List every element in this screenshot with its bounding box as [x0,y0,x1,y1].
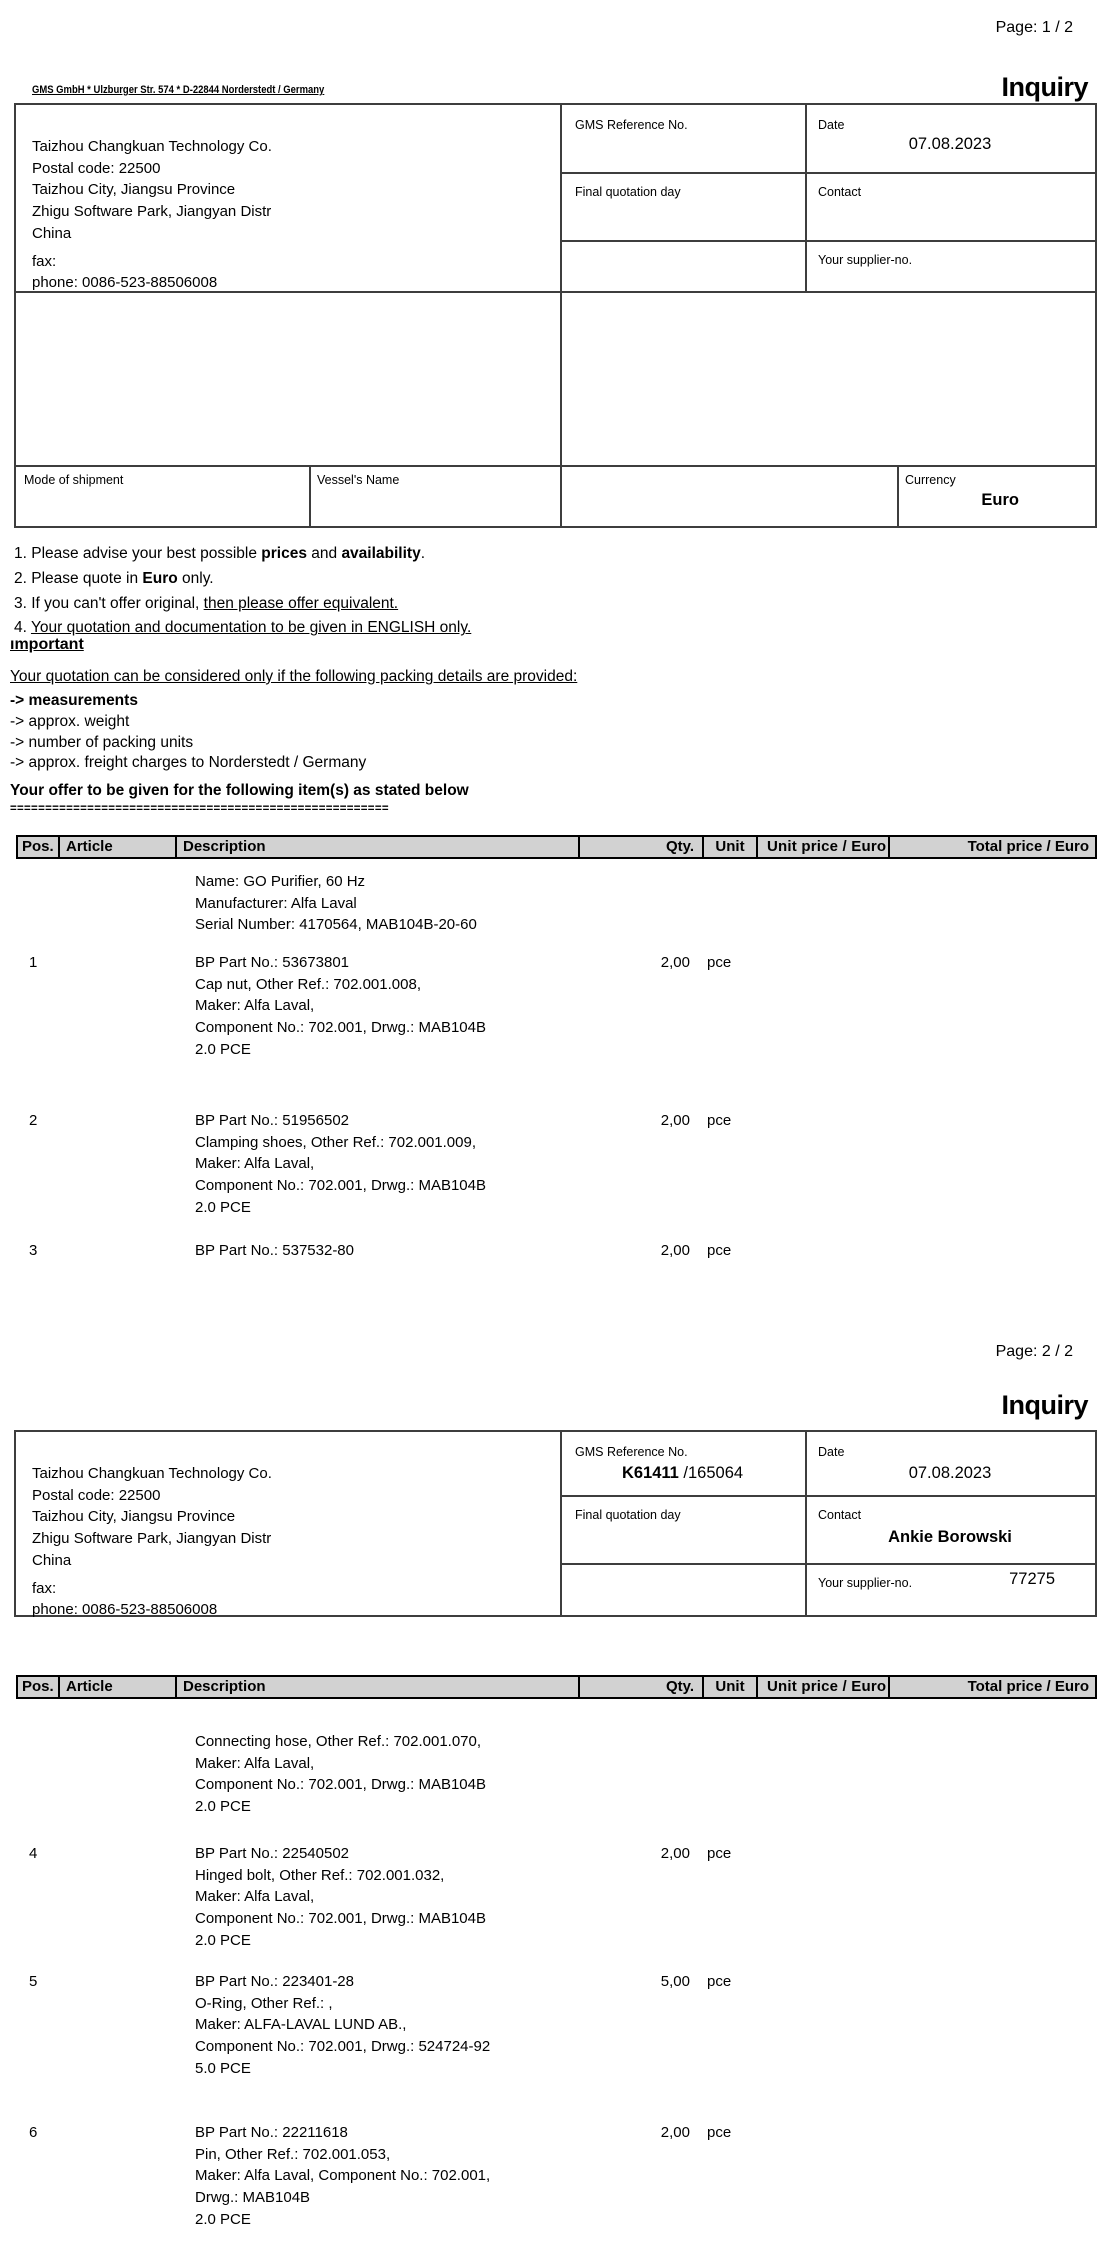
item-description-line: Clamping shoes, Other Ref.: 702.001.009, [195,1133,477,1151]
mode-of-shipment-label: Mode of shipment [24,473,124,487]
final-quotation-label: Final quotation day [575,185,681,199]
text-segment: and [306,545,342,562]
item-row [16,2122,1097,2231]
item-description-line: Maker: Alfa Laval, [195,1888,315,1906]
item-pos: 5 [29,1973,38,1990]
col-header-pos: Pos. [18,1677,60,1697]
item-description-line: 2.0 PCE [195,1798,251,1816]
sender-line: GMS GmbH * Ulzburger Str. 574 * D-22844 Norderstedt / Germany [32,84,325,96]
divider [897,467,899,526]
text-segment: Your quotation and documentation to be given in ENGLISH only. [30,619,472,637]
item-row [16,1240,1097,1262]
item-description-line: BP Part No.: 223401-28 [195,1973,354,1990]
item-description-line: Serial Number: 4170564, MAB104B-20-60 [195,916,477,934]
item-description [175,1110,578,1219]
separator-line: ====================================================== [10,803,389,815]
item-pos: 6 [29,2124,38,2141]
date-value: 07.08.2023 [908,135,992,153]
items-table-header-page2 [16,1675,1097,1699]
divider [560,1563,1095,1565]
divider [560,1495,1095,1497]
text-segment: then please offer equivalent. [203,594,399,612]
page-indicator-2: Page: 2 / 2 [995,1343,1073,1360]
item-unit: pce [707,1845,732,1862]
currency-label: Currency [905,473,956,487]
divider [560,172,1095,174]
note-line [14,592,471,617]
gms-reference-label: GMS Reference No. [575,1445,688,1459]
gms-reference-label: GMS Reference No. [575,118,688,132]
item-description-line: Component No.: 702.001, Drwg.: 524724-92 [195,2038,491,2056]
item-description-line: Maker: Alfa Laval, [195,997,315,1015]
address-line: Postal code: 22500 [32,1486,161,1504]
text-segment: 3. If you can't offer original, [14,594,204,612]
address-line: Taizhou City, Jiangsu Province [32,181,236,199]
contact-label: Contact [818,185,862,199]
address-line: Zhigu Software Park, Jiangyan Distr [32,1530,272,1548]
item-description-line: O-Ring, Other Ref.: , [195,1994,333,2012]
col-header-description: Description [177,837,580,857]
address-line: Zhigu Software Park, Jiangyan Distr [32,203,272,221]
col-header-description: Description [177,1677,580,1697]
col-header-total-price: Total price / Euro [967,1678,1089,1695]
recipient-address [32,1463,272,1621]
item-unit: pce [707,1112,732,1129]
date-value: 07.08.2023 [908,1464,992,1482]
text-segment: -> approx. freight charges to Norderstedt / Germany [10,754,367,772]
item-pos: 2 [29,1112,38,1129]
date-label: Date [818,118,845,132]
text-segment: 4. [14,619,31,637]
item-unit: pce [707,954,732,971]
supplier-no-label: Your supplier-no. [818,1576,913,1590]
header-box-page2 [14,1430,1097,1617]
note-line [14,542,471,567]
item-row [16,1843,1097,1952]
contact-value: Ankie Borowski [888,1528,1012,1546]
text-segment: availability [341,545,421,562]
offer-line: Your offer to be given for the following item(s) as stated below [10,782,469,799]
packing-item [10,753,366,774]
item-description [175,2122,578,2231]
item-description [175,871,578,936]
item-row [16,952,1097,1061]
divider [560,1432,562,1615]
col-header-qty: Qty. [580,837,704,857]
item-description-line: Connecting hose, Other Ref.: 702.001.070, [195,1733,482,1750]
phone-line: phone: 0086-523-88506008 [32,274,218,292]
item-description-line: Component No.: 702.001, Drwg.: MAB104B [195,1776,486,1794]
packing-item [10,691,366,712]
item-description-line: Name: GO Purifier, 60 Hz [195,873,366,890]
divider [560,467,562,526]
item-description-line: 2.0 PCE [195,2210,251,2228]
col-header-article: Article [60,1677,177,1697]
phone-line: phone: 0086-523-88506008 [32,1601,218,1619]
page-indicator-1: Page: 1 / 2 [995,19,1073,36]
final-quotation-label: Final quotation day [575,1508,681,1522]
col-header-qty: Qty. [580,1677,704,1697]
item-description [175,1843,578,1952]
address-line: Taizhou Changkuan Technology Co. [32,1465,272,1482]
item-unit: pce [707,1973,732,1990]
item-unit: pce [707,1242,732,1259]
item-description-line: Maker: Alfa Laval, [195,1754,315,1772]
divider [560,293,562,465]
header-box-page1 [14,103,1097,293]
document-title-page1: Inquiry [1001,72,1088,102]
text-segment: prices [261,545,307,562]
col-header-unit: Unit [704,1677,758,1697]
vessel-name-label: Vessel's Name [317,473,400,487]
gms-reference-suffix: /165064 [678,1464,744,1482]
col-header-pos: Pos. [18,837,60,857]
recipient-address [32,136,272,294]
item-description-line: BP Part No.: 51956502 [195,1112,349,1129]
note-line [14,567,471,592]
text-segment: -> number of packing units [10,733,194,751]
item-qty: 2,00 [660,1242,690,1259]
remarks-box [14,293,1097,467]
address-line: Taizhou Changkuan Technology Co. [32,138,272,155]
divider [560,105,562,291]
item-description-line: BP Part No.: 22211618 [195,2124,348,2141]
text-segment: -> measurements [10,692,138,709]
shipment-row [14,467,1097,528]
packing-intro: Your quotation can be considered only if the following packing details are provided: [10,668,578,685]
item-pos: 4 [29,1845,38,1862]
col-header-unit-price: Unit price / Euro [758,837,890,857]
items-table-header-page1 [16,835,1097,859]
item-description-line: BP Part No.: 537532-80 [195,1242,354,1259]
divider [805,105,807,291]
item-row [16,1971,1097,2080]
contact-label: Contact [818,1508,862,1522]
item-unit: pce [707,2124,732,2141]
item-description-line: Manufacturer: Alfa Laval [195,894,357,912]
item-description-line: Pin, Other Ref.: 702.001.053, [195,2145,391,2163]
currency-value: Euro [981,491,1019,509]
gms-reference-value [560,1464,805,1483]
text-segment: only. [177,569,214,587]
item-description-line: 2.0 PCE [195,1931,251,1949]
item-row [16,1110,1097,1219]
item-description [175,1240,578,1262]
item-description-line: Maker: Alfa Laval, Component No.: 702.001, [195,2167,491,2185]
divider [560,240,1095,242]
address-line: China [32,1551,72,1569]
address-line: Postal code: 22500 [32,159,161,177]
divider [309,467,311,526]
text-segment: -> approx. weight [10,712,130,730]
item-description-line: Cap nut, Other Ref.: 702.001.008, [195,975,421,993]
col-header-total-price: Total price / Euro [967,838,1089,855]
item-description-line: 2.0 PCE [195,1040,251,1058]
gms-reference-k-number: K61411 [621,1464,679,1482]
col-header-article: Article [60,837,177,857]
item-pos: 3 [29,1242,38,1259]
item-qty: 5,00 [660,1973,690,1990]
supplier-no-label: Your supplier-no. [818,253,913,267]
address-line: China [32,224,72,242]
item-qty: 2,00 [660,1845,690,1862]
item-description-line: BP Part No.: 53673801 [195,954,349,971]
item-description-line: Drwg.: MAB104B [195,2189,311,2207]
text-segment: 1. Please advise your best possible [14,545,262,562]
item-qty: 2,00 [660,2124,690,2141]
item-pos: 1 [29,954,38,971]
item-description [175,1731,578,1818]
item-row [16,871,1097,936]
supplier-no-value: 77275 [1009,1570,1055,1588]
fax-line: fax: [32,252,57,270]
item-description-line: Component No.: 702.001, Drwg.: MAB104B [195,1019,486,1037]
item-qty: 2,00 [660,954,690,971]
document-title-page2: Inquiry [1001,1390,1088,1420]
packing-item [10,712,366,733]
item-description-line: Hinged bolt, Other Ref.: 702.001.032, [195,1866,445,1884]
item-row [16,1731,1097,1818]
item-description-line: 5.0 PCE [195,2059,251,2077]
col-header-unit-price: Unit price / Euro [758,1677,890,1697]
item-description-line: Component No.: 702.001, Drwg.: MAB104B [195,1910,486,1928]
col-header-unit: Unit [704,837,758,857]
important-heading: ımportant [10,636,84,653]
text-segment: Euro [142,569,178,587]
fax-line: fax: [32,1579,57,1597]
item-description [175,952,578,1061]
item-description-line: 2.0 PCE [195,1198,251,1216]
packing-requirements [10,691,366,774]
item-qty: 2,00 [660,1112,690,1129]
instruction-notes [14,542,471,641]
item-description-line: Maker: Alfa Laval, [195,1155,315,1173]
item-description [175,1971,578,2080]
text-segment: . [420,545,426,562]
item-description-line: Component No.: 702.001, Drwg.: MAB104B [195,1177,486,1195]
address-line: Taizhou City, Jiangsu Province [32,1508,236,1526]
text-segment: 2. Please quote in [14,569,143,587]
item-description-line: Maker: ALFA-LAVAL LUND AB., [195,2016,407,2034]
item-description-line: BP Part No.: 22540502 [195,1845,349,1862]
packing-item [10,733,366,754]
date-label: Date [818,1445,845,1459]
